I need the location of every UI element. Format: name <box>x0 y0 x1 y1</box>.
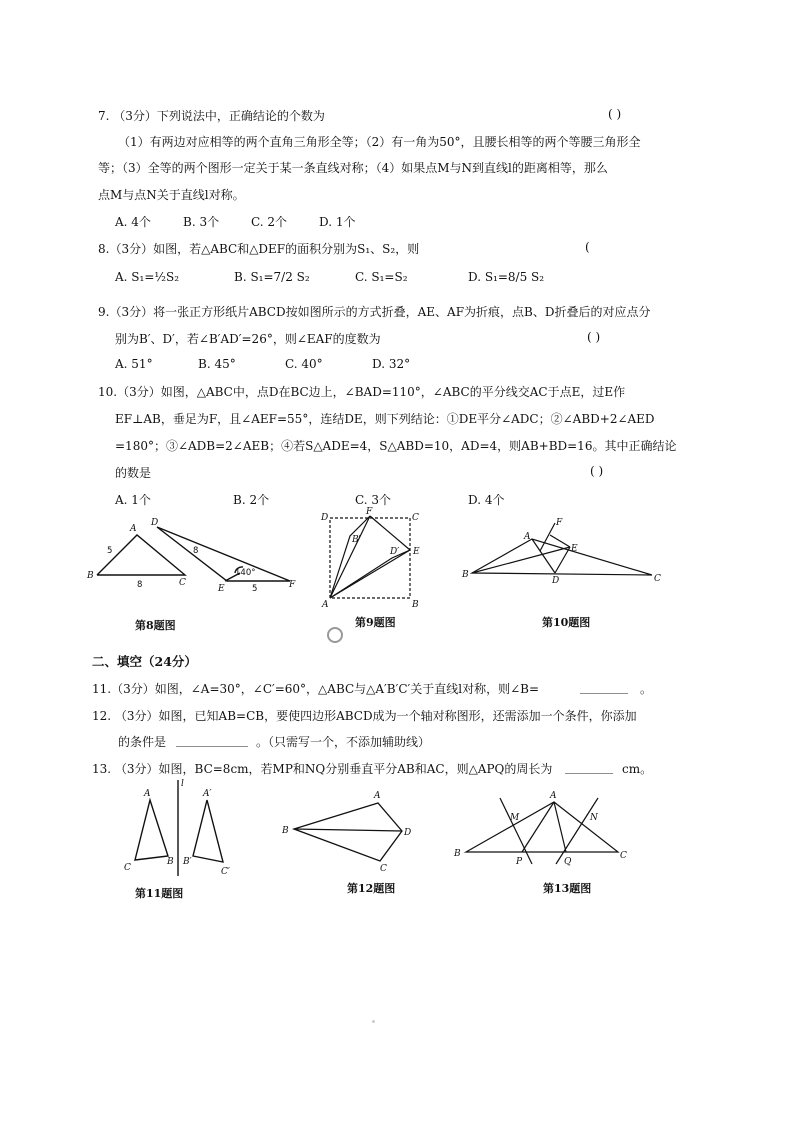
q13-blank[interactable]: ________ <box>565 760 613 774</box>
fig13-label-b: B <box>454 849 461 859</box>
fig8-label-b: B <box>87 571 94 581</box>
fig9-label-a: A <box>322 600 329 610</box>
fig9-label-b: B <box>412 600 419 610</box>
q10-stem-1: 10.（3分）如图，△ABC中，点D在BC边上，∠BAD=110°，∠ABC的平分线交AC于点E，过E作 <box>98 385 626 399</box>
q8-option-c: C. S₁=S₂ <box>355 270 408 284</box>
fig9-label-d: D <box>321 513 329 523</box>
fig8-side-ef: 5 <box>252 584 258 594</box>
fig8-label-d: D <box>151 518 159 528</box>
q8-answer-paren: ( <box>585 240 590 254</box>
fig10-label-d: D <box>552 576 560 586</box>
q7-option-b: B. 3个 <box>183 215 220 229</box>
fig9-label-bp: B′ <box>352 535 361 545</box>
fig12-label-b: B <box>282 826 289 836</box>
fig13-label-p: P <box>516 857 523 867</box>
scan-speck <box>372 1020 375 1023</box>
q10-stem-2: EF⊥AB，垂足为F，且∠AEF=55°，连结DE，则下列结论：①DE平分∠ADC；②∠ABD+2∠AED <box>115 412 655 426</box>
caption-fig11: 第11题图 <box>135 887 184 900</box>
fig8-label-f: F <box>289 580 296 590</box>
fig11-label-bp: B′ <box>183 857 192 867</box>
fig8-side-ab: 5 <box>107 546 113 556</box>
section-fill-in: 二、填空（24分） <box>92 654 197 669</box>
q13-unit: cm。 <box>622 762 653 776</box>
fig10-label-e: E <box>571 544 578 554</box>
q7-answer-paren: ( ) <box>608 107 622 121</box>
q7-option-a: A. 4个 <box>115 215 151 229</box>
caption-fig9: 第9题图 <box>355 616 396 629</box>
fig9-label-f: F <box>366 507 373 517</box>
q10-option-c: C. 3个 <box>355 493 392 507</box>
q11-end: 。 <box>640 682 653 696</box>
q10-stem-3: =180°；③∠ADB=2∠AEB；④若S△ADE=4，S△ABD=10，AD=4，则AB+BD=16。其中正确结论 <box>115 439 677 453</box>
fig13-label-m: M <box>510 813 520 823</box>
fig9-label-dp: D′ <box>390 547 400 557</box>
fig10-label-a: A <box>524 532 531 542</box>
q7-statement-3: 点M与点N关于直线l对称。 <box>98 188 245 202</box>
q9-option-c: C. 40° <box>285 357 323 371</box>
q9-option-d: D. 32° <box>372 357 411 371</box>
q7-stem: 7. （3分）下列说法中，正确结论的个数为 <box>98 109 325 123</box>
figure-8 <box>85 515 300 600</box>
fig8-label-a: A <box>130 524 137 534</box>
fig8-angle: 140° <box>235 568 256 578</box>
q11-blank[interactable]: ________ <box>580 680 628 694</box>
q7-option-d: D. 1个 <box>319 215 356 229</box>
q12-end: 。（只需写一个，不添加辅助线） <box>256 735 431 749</box>
q8-option-d: D. S₁=8/5 S₂ <box>468 270 545 284</box>
figure-13 <box>450 790 640 870</box>
fig13-label-c: C <box>620 851 627 861</box>
fig12-label-a: A <box>374 791 381 801</box>
q10-option-b: B. 2个 <box>233 493 270 507</box>
q7-statement-2: 等；（3）全等的两个图形一定关于某一条直线对称；（4）如果点M与N到直线l的距离相等，那么 <box>98 161 608 175</box>
q10-stem-4: 的数是 <box>115 466 152 480</box>
fig8-label-e: E <box>218 584 225 594</box>
q10-option-d: D. 4个 <box>468 493 505 507</box>
fig11-label-a: A <box>144 789 151 799</box>
q8-option-a: A. S₁=½S₂ <box>115 270 180 284</box>
caption-fig8: 第8题图 <box>135 619 176 632</box>
fig12-label-c: C <box>380 864 387 874</box>
q11-stem: 11.（3分）如图，∠A=30°，∠C′=60°，△ABC与△A′B′C′关于直线l对称，则∠B= <box>92 682 540 696</box>
fig8-side-de: 8 <box>193 546 199 556</box>
q9-stem-2: 别为B′、D′，若∠B′AD′=26°，则∠EAF的度数为 <box>115 332 381 346</box>
q7-option-c: C. 2个 <box>251 215 288 229</box>
fig12-label-d: D <box>404 828 412 838</box>
q9-stem-1: 9.（3分）将一张正方形纸片ABCD按如图所示的方式折叠，AE、AF为折痕，点B、D折叠后的对应点分 <box>98 305 651 319</box>
fig13-label-a: A <box>550 791 557 801</box>
fig10-label-b: B <box>462 570 469 580</box>
q12-stem: 12. （3分）如图，已知AB=CB，要使四边形ABCD成为一个轴对称图形，还需添加一个条件，你添加 <box>92 709 637 723</box>
caption-fig13: 第13题图 <box>543 882 592 895</box>
caption-fig12: 第12题图 <box>347 882 396 895</box>
fig11-label-cp: C′ <box>221 867 230 877</box>
figure-12 <box>280 785 420 874</box>
scan-mark <box>327 627 343 643</box>
fig11-label-ap: A′ <box>203 789 212 799</box>
caption-fig10: 第10题图 <box>542 616 591 629</box>
q12-stem-2: 的条件是 <box>118 735 167 749</box>
fig8-side-bc: 8 <box>137 580 143 590</box>
fig11-label-b: B <box>167 857 174 867</box>
q7-statement-1: （1）有两边对应相等的两个直角三角形全等；（2）有一角为50°，且腰长相等的两个等腰三角形全 <box>118 135 641 149</box>
fig10-label-c: C <box>654 574 661 584</box>
fig11-label-c: C <box>124 863 131 873</box>
fig10-label-f: F <box>556 518 563 528</box>
fig11-label-l: l <box>181 779 184 789</box>
q8-stem: 8.（3分）如图，若△ABC和△DEF的面积分别为S₁、S₂，则 <box>98 242 420 256</box>
figure-10 <box>460 515 660 585</box>
q12-blank[interactable]: ____________ <box>176 733 248 747</box>
figure-9 <box>320 507 430 610</box>
q8-option-b: B. S₁=7/2 S₂ <box>234 270 310 284</box>
fig8-label-c: C <box>179 578 186 588</box>
fig13-label-n: N <box>590 813 598 823</box>
figure-11 <box>115 778 240 878</box>
q10-answer-paren: ( ) <box>590 464 604 478</box>
fig9-label-c: C <box>412 513 419 523</box>
q9-option-a: A. 51° <box>115 357 153 371</box>
q10-option-a: A. 1个 <box>115 493 151 507</box>
q13-stem: 13. （3分）如图，BC=8cm，若MP和NQ分别垂直平分AB和AC，则△APQ的周长为 <box>92 762 553 776</box>
q9-option-b: B. 45° <box>198 357 236 371</box>
q9-answer-paren: ( ) <box>587 330 601 344</box>
fig9-label-e: E <box>413 547 420 557</box>
fig13-label-q: Q <box>564 857 572 867</box>
